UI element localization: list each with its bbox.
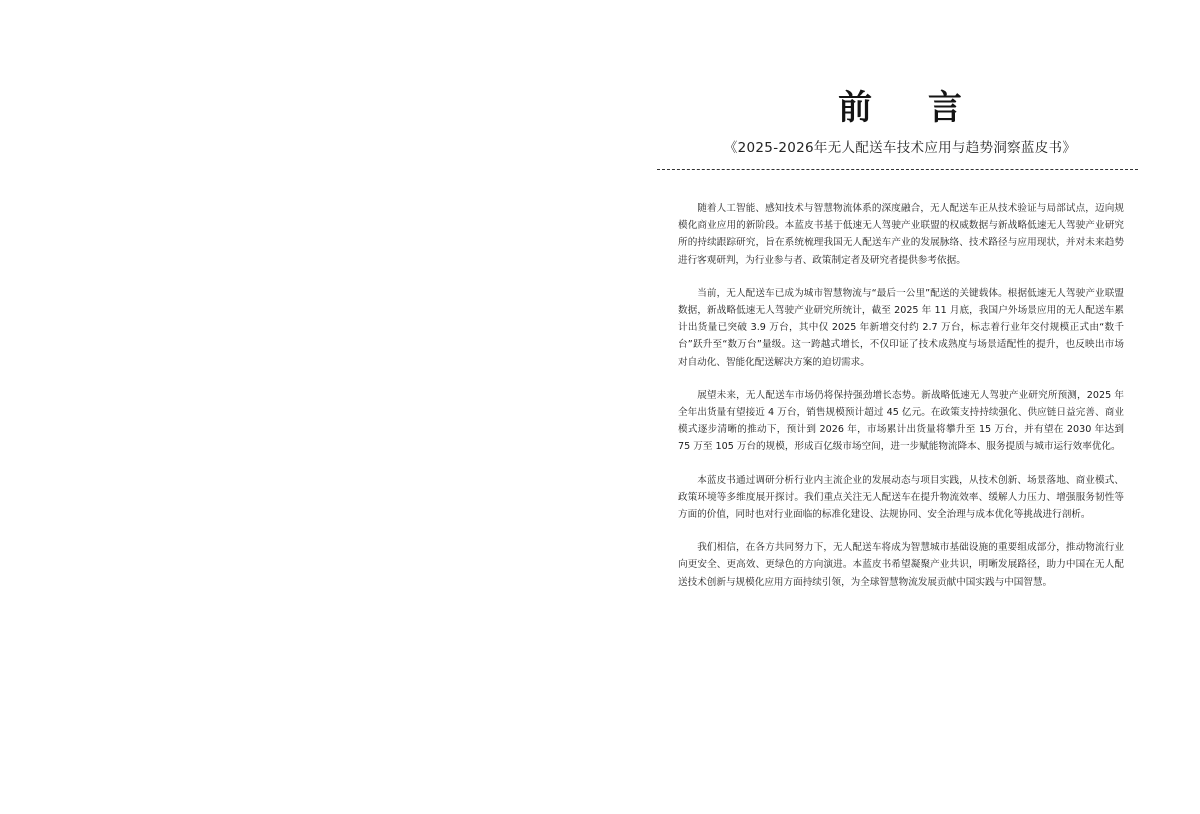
preface-body xyxy=(678,200,1124,607)
preface-page xyxy=(600,0,1200,814)
paragraph-5: 我们相信，在各方共同努力下，无人配送车将成为智慧城市基础设施的重要组成部分，推动物流行业向更安全、更高效、更绿色的方向演进。本蓝皮书希望凝聚产业共识，明晰发展路径，助力中国在无人配送技术创新与规模化应用方面持续引领，为全球智慧物流发展贡献中国实践与中国智慧。 xyxy=(678,542,1124,588)
paragraph-2: 当前，无人配送车已成为城市智慧物流与“最后一公里”配送的关键载体。根据低速无人驾驶产业联盟数据，新战略低速无人驾驶产业研究所统计，截至 2025 年 11 月底，我国户外场景应用的无人配送车累计出货量已突破 3.9 万台，其中仅 2025 年新增交付约 2.7 万台，标志着行业年交付规模正式由“数千台”跃升至“数万台”量级。这一跨越式增长，不仅印证了技术成熟度与场景适配性的提升，也反映出市场对自动化、智能化配送解决方案的迫切需求。 xyxy=(678,287,1124,368)
book-subtitle: 《2025-2026年无人配送车技术应用与趋势洞察蓝皮书》 xyxy=(723,140,1077,156)
paragraph-3: 展望未来，无人配送车市场仍将保持强劲增长态势。新战略低速无人驾驶产业研究所预测，2025 年全年出货量有望接近 4 万台，销售规模预计超过 45 亿元。在政策支持持续强化、供应链日益完善、商业模式逐步清晰的推动下，预计到 2026 年，市场累计出货量将攀升至 15 万台，并有望在 2030 年达到 75 万至 105 万台的规模，形成百亿级市场空间，进一步赋能物流降本、服务提质与城市运行效率优化。 xyxy=(678,389,1124,453)
page-title: 前 言 xyxy=(838,88,984,128)
paragraph-4: 本蓝皮书通过调研分析行业内主流企业的发展动态与项目实践，从技术创新、场景落地、商业模式、政策环境等多维度展开探讨。我们重点关注无人配送车在提升物流效率、缓解人力压力、增强服务韧性等方面的价值，同时也对行业面临的标准化建设、法规协同、安全治理与成本优化等挑战进行剖析。 xyxy=(678,474,1124,521)
dashed-divider xyxy=(657,169,1138,170)
paragraph-1: 随着人工智能、感知技术与智慧物流体系的深度融合，无人配送车正从技术验证与局部试点，迈向规模化商业应用的新阶段。本蓝皮书基于低速无人驾驶产业联盟的权威数据与新战略低速无人驾驶产业研究所的持续跟踪研究，旨在系统梳理我国无人配送车产业的发展脉络、技术路径与应用现状，并对未来趋势进行客观研判，为行业参与者、政策制定者及研究者提供参考依据。 xyxy=(678,203,1124,266)
